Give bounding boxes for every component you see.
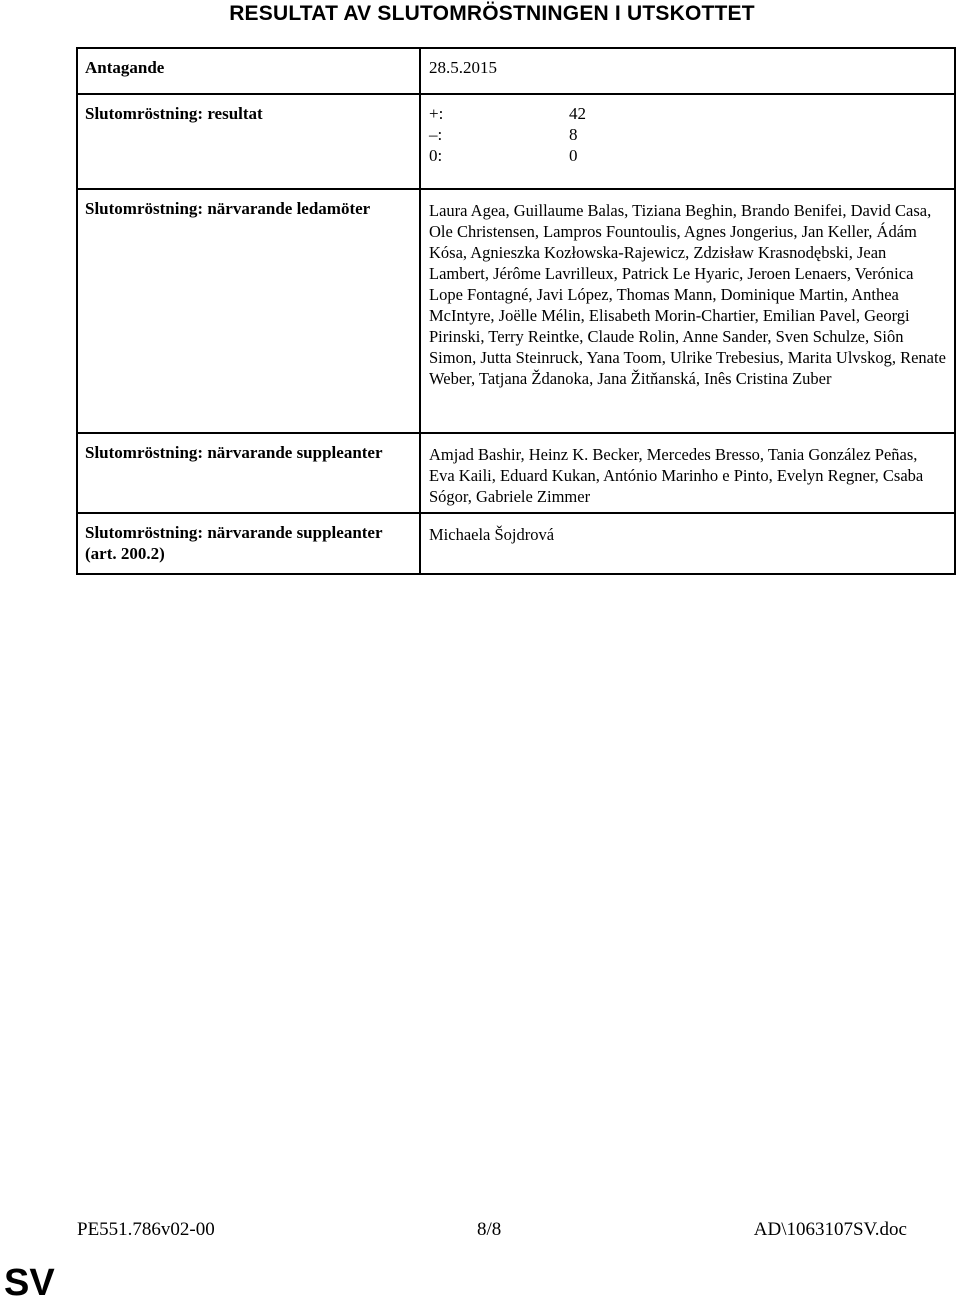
table-row-adoption xyxy=(77,48,955,94)
footer-page-number: 8/8 xyxy=(477,1219,502,1240)
members-label: Slutomröstning: närvarande ledamöter xyxy=(77,189,420,433)
adoption-date: 28.5.2015 xyxy=(420,48,955,94)
table-row-members xyxy=(77,189,955,433)
substitutes-cell xyxy=(420,433,955,513)
adoption-label: Antagande xyxy=(77,48,420,94)
footer-reference: PE551.786v02-00 xyxy=(77,1219,215,1240)
members-cell xyxy=(420,189,955,433)
substitutes-art-cell xyxy=(420,513,955,574)
substitutes-label: Slutomröstning: närvarande suppleanter xyxy=(77,433,420,513)
for-count: 42 xyxy=(569,104,586,123)
table-row-substitutes-art xyxy=(77,513,955,574)
against-count: 8 xyxy=(569,125,578,144)
abstain-count: 0 xyxy=(569,146,578,165)
footer-document-name: AD\1063107SV.doc xyxy=(753,1219,907,1240)
result-values xyxy=(420,94,955,189)
table-row-substitutes xyxy=(77,433,955,513)
table-row-result xyxy=(77,94,955,189)
result-against xyxy=(429,124,589,145)
against-symbol: –: xyxy=(429,125,443,144)
result-abstain xyxy=(429,145,589,166)
members-names: Laura Agea, Guillaume Balas, Tiziana Beghin, Brando Benifei, David Casa, Ole Christensen, Lampros Fountoulis, Agnes Jongerius, Jan Keller, Ádám Kósa, Agnieszka Kozłowska-Rajewicz, Zdzisław Krasnodębski, Jean Lambert, Jérôme Lavrilleux, Patrick Le Hyaric, Jeroen Lenaers, Verónica Lope Fontagné, Javi López, Thomas Mann, Dominique Martin, Anthea McIntyre, Joëlle Mélin, Elisabeth Morin-Chartier, Emilian Pavel, Georgi Pirinski, Terry Reintke, Claude Rolin, Anne Sander, Sven Schulze, Siôn Simon, Jutta Steinruck, Yana Toom, Ulrike Trebesius, Marita Ulvskog, Renate Weber, Tatjana Ždanoka, Jana Žitňanská, Inês Cristina Zuber xyxy=(429,201,946,388)
for-symbol: +: xyxy=(429,104,444,123)
page-title: RESULTAT AV SLUTOMRÖSTNINGEN I UTSKOTTET xyxy=(229,2,755,25)
substitutes-names: Amjad Bashir, Heinz K. Becker, Mercedes Bresso, Tania González Peñas, Eva Kaili, Eduard Kukan, António Marinho e Pinto, Evelyn Regner, Csaba Sógor, Gabriele Zimmer xyxy=(429,445,924,506)
language-code: SV xyxy=(4,1262,55,1304)
result-label: Slutomröstning: resultat xyxy=(77,94,420,189)
result-for xyxy=(429,103,589,124)
final-vote-table xyxy=(76,47,956,575)
page-footer xyxy=(77,1219,907,1241)
substitutes-art-names: Michaela Šojdrová xyxy=(429,525,555,544)
substitutes-art-label: Slutomröstning: närvarande suppleanter (art. 200.2) xyxy=(77,513,420,574)
abstain-symbol: 0: xyxy=(429,146,443,165)
